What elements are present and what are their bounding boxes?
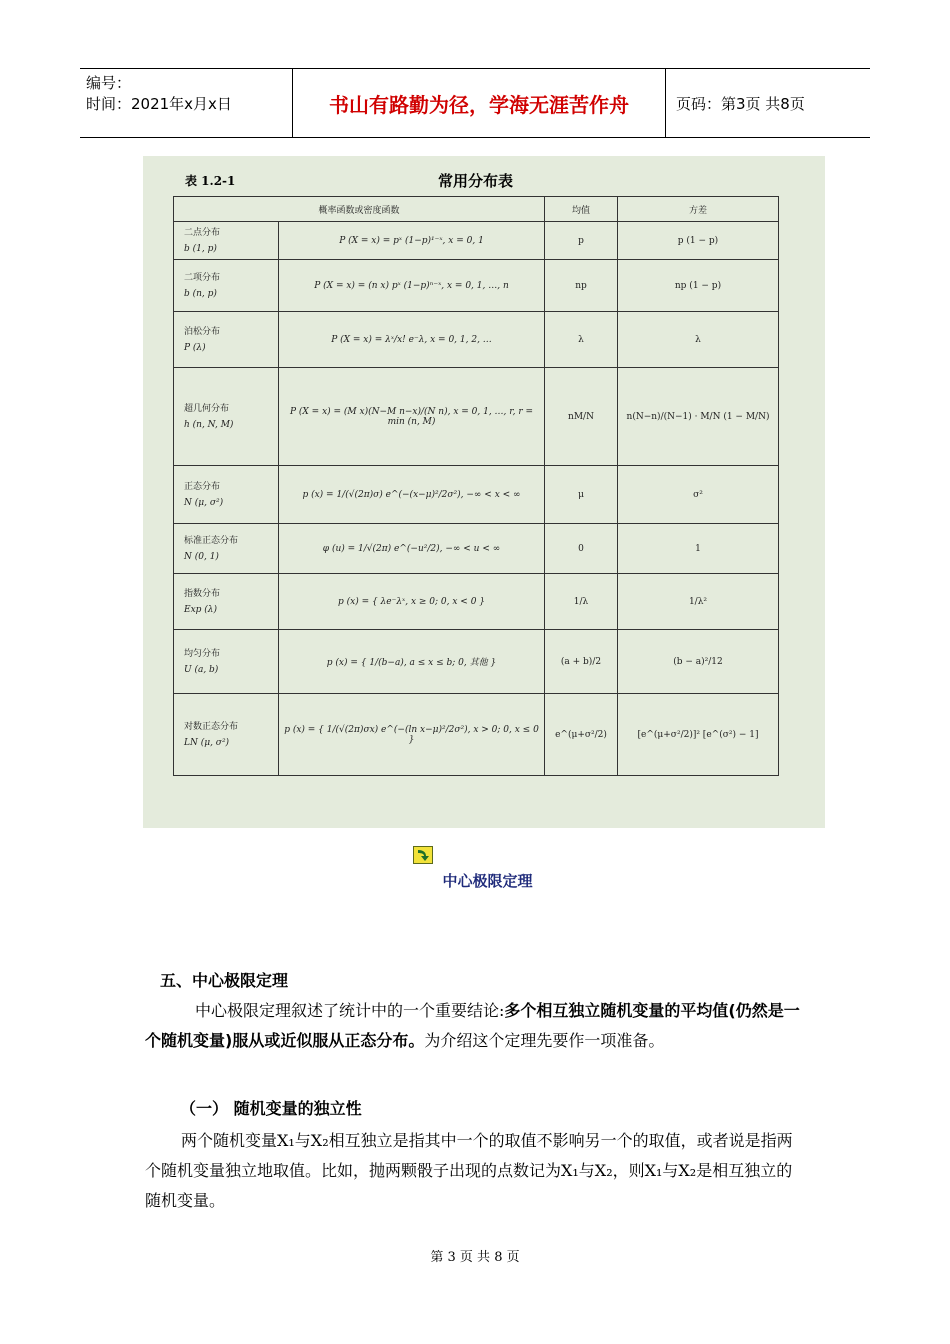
table-row	[174, 694, 779, 776]
header-meta	[80, 69, 293, 137]
subsection-title: （一） 随机变量的独立性	[180, 1099, 362, 1118]
distribution-name-cell	[174, 222, 279, 260]
distribution-variance: np (1 − p)	[618, 260, 779, 312]
distribution-variance: 1/λ²	[618, 574, 779, 630]
column-header-variance: 方差	[618, 197, 779, 222]
column-header-formula: 概率函数或密度函数	[174, 197, 545, 222]
distribution-formula: P (X = x) = (M x)(N−M n−x)/(N n), x = 0, 1, …, r, r = min (n, M)	[279, 368, 545, 466]
distribution-mean: np	[545, 260, 618, 312]
distribution-name-cell	[174, 524, 279, 574]
distribution-mean: λ	[545, 312, 618, 368]
table-row	[174, 574, 779, 630]
table-row	[174, 260, 779, 312]
distribution-mean: nM/N	[545, 368, 618, 466]
distribution-variance: (b − a)²/12	[618, 630, 779, 694]
distribution-name: 对数正态分布	[184, 721, 239, 732]
distribution-symbol: Exp (λ)	[184, 604, 217, 615]
distribution-mean: (a + b)/2	[545, 630, 618, 694]
distribution-symbol: P (λ)	[184, 342, 206, 353]
intro-bold-text: 多个相互独立随机变量的平均值(仍然是一个随机变量)服从或近似服从正态分布。	[145, 1001, 800, 1050]
distribution-mean: μ	[545, 466, 618, 524]
distribution-mean: 1/λ	[545, 574, 618, 630]
distribution-variance: σ²	[618, 466, 779, 524]
distribution-formula: p (x) = { 1/(√(2π)σx) e^(−(ln x−μ)²/2σ²), x > 0; 0, x ≤ 0 }	[279, 694, 545, 776]
distribution-symbol: b (1, p)	[184, 243, 217, 254]
intro-lead-text: 中心极限定理叙述了统计中的一个重要结论:	[195, 1001, 505, 1020]
table-row	[174, 466, 779, 524]
distribution-name: 指数分布	[184, 588, 221, 599]
distribution-formula: P (X = x) = λˣ/x! e⁻λ, x = 0, 1, 2, …	[279, 312, 545, 368]
distribution-formula: p (x) = { 1/(b−a), a ≤ x ≤ b; 0, 其他 }	[279, 630, 545, 694]
distribution-formula: p (x) = 1/(√(2π)σ) e^(−(x−μ)²/2σ²), −∞ < x < ∞	[279, 466, 545, 524]
column-header-mean: 均值	[545, 197, 618, 222]
distribution-symbol: h (n, N, M)	[184, 419, 234, 430]
table-row	[174, 222, 779, 260]
distribution-name: 超几何分布	[184, 403, 230, 414]
distribution-name: 二项分布	[184, 272, 221, 283]
independence-paragraph: 两个随机变量X₁与X₂相互独立是指其中一个的取值不影响另一个的取值，或者说是指两个随机变量独立地取值。比如，抛两颗骰子出现的点数记为X₁与X₂，则X₁与X₂是相互独立的随机变量。	[145, 1131, 793, 1210]
table-row	[174, 524, 779, 574]
intro-tail-text: 为介绍这个定理先要作一项准备。	[424, 1031, 665, 1050]
distribution-symbol: LN (μ, σ²)	[184, 737, 230, 748]
table-title: 常用分布表	[438, 172, 514, 190]
distribution-variance: p (1 − p)	[618, 222, 779, 260]
distribution-name-cell	[174, 312, 279, 368]
distribution-variance: 1	[618, 524, 779, 574]
distribution-variance: λ	[618, 312, 779, 368]
number-label: 编号：	[86, 74, 132, 92]
intro-paragraph	[145, 996, 805, 1056]
page-header	[80, 68, 870, 138]
distribution-name: 均匀分布	[184, 648, 221, 659]
table-header-row	[174, 197, 779, 222]
page-footer: 第 3 页 共 8 页	[430, 1250, 520, 1265]
distribution-name: 正态分布	[184, 481, 221, 492]
distribution-variance: [e^(μ+σ²/2)]² [e^(σ²) − 1]	[618, 694, 779, 776]
distribution-name-cell	[174, 630, 279, 694]
time-label: 时间：2021年x月x日	[86, 95, 232, 113]
header-page-code: 页码：第3页 共8页	[676, 94, 805, 113]
distribution-symbol: U (a, b)	[184, 664, 219, 675]
distribution-name: 标准正态分布	[184, 535, 239, 546]
table-row	[174, 312, 779, 368]
distribution-name: 泊松分布	[184, 326, 221, 337]
table-row	[174, 368, 779, 466]
distribution-formula: P (X = x) = pˣ (1−p)¹⁻ˣ, x = 0, 1	[279, 222, 545, 260]
table-row	[174, 630, 779, 694]
section-title: 五、中心极限定理	[160, 971, 289, 990]
distribution-table	[173, 196, 779, 776]
distribution-name-cell	[174, 694, 279, 776]
distribution-mean: p	[545, 222, 618, 260]
link-arrow-icon[interactable]	[413, 846, 433, 864]
distribution-formula: p (x) = { λe⁻λˣ, x ≥ 0; 0, x < 0 }	[279, 574, 545, 630]
distribution-symbol: N (0, 1)	[184, 551, 219, 562]
distribution-name-cell	[174, 466, 279, 524]
distribution-symbol: b (n, p)	[184, 288, 217, 299]
link-caption[interactable]: 中心极限定理	[442, 872, 533, 890]
distribution-name-cell	[174, 368, 279, 466]
distribution-symbol: N (μ, σ²)	[184, 497, 224, 508]
distribution-mean: 0	[545, 524, 618, 574]
table-number: 表 1.2-1	[185, 174, 236, 188]
distribution-formula: P (X = x) = (n x) pˣ (1−p)ⁿ⁻ˣ, x = 0, 1, …, n	[279, 260, 545, 312]
distribution-variance: n(N−n)/(N−1) · M/N (1 − M/N)	[618, 368, 779, 466]
distribution-name-cell	[174, 260, 279, 312]
distribution-name: 二点分布	[184, 227, 221, 238]
distribution-formula: φ (u) = 1/√(2π) e^(−u²/2), −∞ < u < ∞	[279, 524, 545, 574]
distribution-table-figure	[143, 156, 825, 828]
distribution-mean: e^(μ+σ²/2)	[545, 694, 618, 776]
header-motto: 书山有路勤为径，学海无涯苦作舟	[293, 69, 666, 137]
distribution-name-cell	[174, 574, 279, 630]
